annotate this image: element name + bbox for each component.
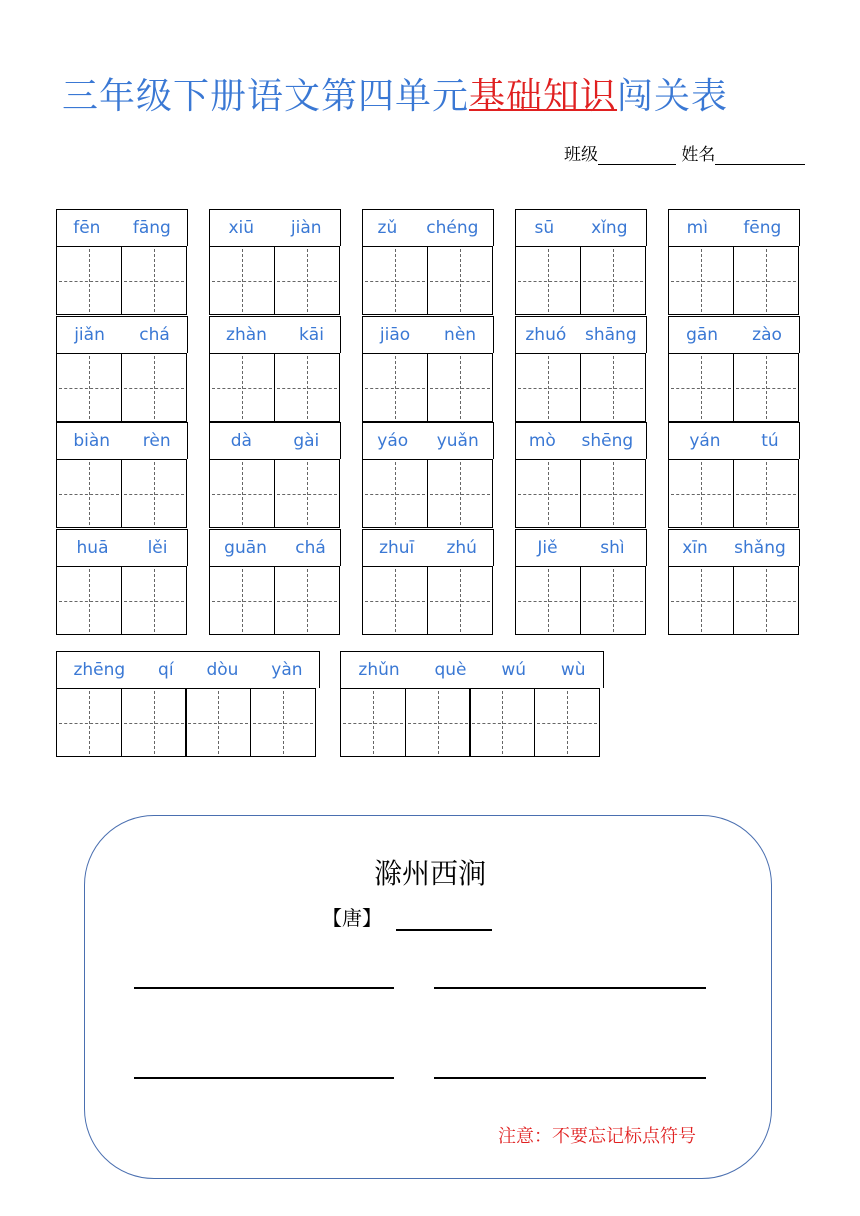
pinyin-syllable: jiàn bbox=[290, 218, 322, 238]
pinyin-row-word-2 bbox=[362, 209, 494, 246]
pinyin-row-word-3 bbox=[515, 209, 647, 246]
writing-cell[interactable] bbox=[733, 246, 799, 315]
pinyin-row-word-9 bbox=[668, 316, 800, 353]
writing-cell[interactable] bbox=[340, 688, 406, 757]
poem-author bbox=[322, 902, 492, 931]
pinyin-syllable: xiū bbox=[228, 218, 254, 238]
writing-cell[interactable] bbox=[250, 688, 316, 757]
name-label: 姓名 bbox=[681, 145, 716, 165]
writing-cells-word-8 bbox=[515, 353, 644, 422]
writing-cell[interactable] bbox=[121, 566, 187, 635]
writing-cells-word-18 bbox=[515, 566, 644, 635]
poem-line-1[interactable] bbox=[134, 987, 394, 989]
writing-cells-word-19 bbox=[668, 566, 797, 635]
writing-cell[interactable] bbox=[121, 353, 187, 422]
writing-cells-word-9 bbox=[668, 353, 797, 422]
pinyin-row-word-6 bbox=[209, 316, 341, 353]
pinyin-row-word-15 bbox=[56, 529, 188, 566]
writing-cell[interactable] bbox=[209, 353, 275, 422]
pinyin-syllable: zhàn bbox=[226, 325, 267, 345]
writing-cells-word-11 bbox=[209, 459, 338, 528]
pinyin-syllable: zhuó bbox=[525, 325, 567, 345]
writing-cells-idiom-0 bbox=[56, 688, 314, 757]
pinyin-syllable: kāi bbox=[298, 325, 324, 345]
writing-cell[interactable] bbox=[427, 566, 493, 635]
writing-cell[interactable] bbox=[121, 688, 187, 757]
pinyin-syllable: mò bbox=[528, 431, 556, 451]
writing-cell[interactable] bbox=[209, 459, 275, 528]
pinyin-syllable: biàn bbox=[73, 431, 111, 451]
writing-cells-word-16 bbox=[209, 566, 338, 635]
pinyin-syllable: rèn bbox=[142, 431, 171, 451]
pinyin-syllable: xīn bbox=[682, 538, 708, 558]
name-blank[interactable] bbox=[715, 164, 805, 165]
pinyin-syllable: jiāo bbox=[379, 325, 411, 345]
writing-cell[interactable] bbox=[515, 246, 581, 315]
writing-cell[interactable] bbox=[274, 459, 340, 528]
writing-cells-word-5 bbox=[56, 353, 185, 422]
pinyin-syllable: zhuī bbox=[379, 538, 415, 558]
writing-cell[interactable] bbox=[668, 353, 734, 422]
pinyin-row-word-19 bbox=[668, 529, 800, 566]
pinyin-syllable: yáo bbox=[377, 431, 409, 451]
pinyin-row-idiom-0 bbox=[56, 651, 320, 688]
pinyin-syllable: fāng bbox=[132, 218, 171, 238]
writing-cell[interactable] bbox=[274, 566, 340, 635]
pinyin-syllable: huā bbox=[76, 538, 109, 558]
writing-cells-word-17 bbox=[362, 566, 491, 635]
writing-cell[interactable] bbox=[427, 459, 493, 528]
title-highlight: 基础知识 bbox=[469, 76, 618, 117]
pinyin-syllable: dà bbox=[230, 431, 252, 451]
pinyin-syllable: wú bbox=[501, 660, 527, 680]
poem-line-3[interactable] bbox=[134, 1077, 394, 1079]
pinyin-syllable: què bbox=[434, 660, 467, 680]
pinyin-syllable: shì bbox=[600, 538, 625, 558]
pinyin-syllable: tú bbox=[761, 431, 779, 451]
pinyin-row-word-13 bbox=[515, 422, 647, 459]
writing-cell[interactable] bbox=[580, 353, 646, 422]
writing-cell[interactable] bbox=[56, 246, 122, 315]
pinyin-row-idiom-1 bbox=[340, 651, 604, 688]
writing-cell[interactable] bbox=[121, 459, 187, 528]
poem-line-2[interactable] bbox=[434, 987, 706, 989]
pinyin-row-word-10 bbox=[56, 422, 188, 459]
pinyin-syllable: lěi bbox=[147, 538, 168, 558]
pinyin-syllable: yán bbox=[689, 431, 721, 451]
pinyin-row-word-7 bbox=[362, 316, 494, 353]
writing-cell[interactable] bbox=[515, 353, 581, 422]
writing-cell[interactable] bbox=[534, 688, 600, 757]
writing-cell[interactable] bbox=[56, 353, 122, 422]
writing-cells-idiom-1 bbox=[340, 688, 598, 757]
writing-cell[interactable] bbox=[121, 246, 187, 315]
pinyin-syllable: chá bbox=[295, 538, 326, 558]
writing-cell[interactable] bbox=[405, 688, 471, 757]
pinyin-syllable: sū bbox=[534, 218, 555, 238]
writing-cells-word-6 bbox=[209, 353, 338, 422]
writing-cell[interactable] bbox=[56, 459, 122, 528]
pinyin-row-word-1 bbox=[209, 209, 341, 246]
pinyin-syllable: fēn bbox=[73, 218, 101, 238]
pinyin-syllable: mì bbox=[686, 218, 708, 238]
poem-line-4[interactable] bbox=[434, 1077, 706, 1079]
page-title: 三年级下册语文第四单元基础知识闯关表 bbox=[62, 76, 729, 117]
writing-cell[interactable] bbox=[580, 459, 646, 528]
pinyin-syllable: shēng bbox=[581, 431, 634, 451]
pinyin-row-word-12 bbox=[362, 422, 494, 459]
pinyin-syllable: Jiě bbox=[537, 538, 558, 558]
writing-cells-word-1 bbox=[209, 246, 338, 315]
writing-cells-word-7 bbox=[362, 353, 491, 422]
pinyin-syllable: dòu bbox=[206, 660, 239, 680]
pinyin-row-word-8 bbox=[515, 316, 647, 353]
pinyin-syllable: chéng bbox=[426, 218, 479, 238]
pinyin-syllable: wù bbox=[560, 660, 586, 680]
writing-cell[interactable] bbox=[274, 353, 340, 422]
pinyin-row-word-17 bbox=[362, 529, 494, 566]
pinyin-row-word-0 bbox=[56, 209, 188, 246]
writing-cell[interactable] bbox=[733, 566, 799, 635]
writing-cells-word-0 bbox=[56, 246, 185, 315]
writing-cell[interactable] bbox=[668, 566, 734, 635]
class-blank[interactable] bbox=[598, 164, 676, 165]
pinyin-syllable: zhēng bbox=[73, 660, 126, 680]
pinyin-syllable: yàn bbox=[271, 660, 303, 680]
writing-cells-word-2 bbox=[362, 246, 491, 315]
writing-cell[interactable] bbox=[580, 566, 646, 635]
pinyin-row-word-11 bbox=[209, 422, 341, 459]
writing-cells-word-4 bbox=[668, 246, 797, 315]
writing-cell[interactable] bbox=[515, 566, 581, 635]
author-blank[interactable] bbox=[396, 929, 492, 931]
writing-cell[interactable] bbox=[515, 459, 581, 528]
writing-cell[interactable] bbox=[362, 566, 428, 635]
writing-cell[interactable] bbox=[209, 566, 275, 635]
pinyin-syllable: jiǎn bbox=[74, 325, 105, 345]
writing-cells-word-3 bbox=[515, 246, 644, 315]
pinyin-syllable: zhǔn bbox=[358, 660, 400, 680]
writing-cell[interactable] bbox=[427, 246, 493, 315]
pinyin-syllable: gān bbox=[686, 325, 719, 345]
writing-cell[interactable] bbox=[668, 459, 734, 528]
writing-cell[interactable] bbox=[580, 246, 646, 315]
writing-cell[interactable] bbox=[274, 246, 340, 315]
pinyin-syllable: nèn bbox=[444, 325, 477, 345]
pinyin-row-word-14 bbox=[668, 422, 800, 459]
writing-cells-word-14 bbox=[668, 459, 797, 528]
writing-cell[interactable] bbox=[733, 459, 799, 528]
pinyin-syllable: fēng bbox=[743, 218, 782, 238]
punctuation-note: 注意：不要忘记标点符号 bbox=[498, 1126, 696, 1147]
writing-cell[interactable] bbox=[209, 246, 275, 315]
dynasty-label: 【唐】 bbox=[322, 906, 382, 930]
writing-cells-word-10 bbox=[56, 459, 185, 528]
pinyin-syllable: zǔ bbox=[377, 218, 398, 238]
pinyin-syllable: guān bbox=[224, 538, 267, 558]
writing-cell[interactable] bbox=[185, 688, 251, 757]
pinyin-row-word-18 bbox=[515, 529, 647, 566]
writing-cell[interactable] bbox=[362, 353, 428, 422]
writing-cell[interactable] bbox=[362, 246, 428, 315]
writing-cell[interactable] bbox=[733, 353, 799, 422]
writing-cell[interactable] bbox=[362, 459, 428, 528]
pinyin-syllable: zhú bbox=[446, 538, 477, 558]
pinyin-syllable: shāng bbox=[585, 325, 637, 345]
pinyin-row-word-5 bbox=[56, 316, 188, 353]
class-label: 班级 bbox=[564, 145, 598, 165]
writing-cell[interactable] bbox=[56, 566, 122, 635]
writing-cells-word-15 bbox=[56, 566, 185, 635]
writing-cell[interactable] bbox=[427, 353, 493, 422]
pinyin-syllable: yuǎn bbox=[436, 431, 479, 451]
pinyin-row-word-4 bbox=[668, 209, 800, 246]
pinyin-syllable: shǎng bbox=[734, 538, 786, 558]
pinyin-syllable: xǐng bbox=[591, 218, 628, 238]
writing-cell[interactable] bbox=[668, 246, 734, 315]
writing-cell[interactable] bbox=[56, 688, 122, 757]
writing-cell[interactable] bbox=[469, 688, 535, 757]
writing-cells-word-12 bbox=[362, 459, 491, 528]
pinyin-syllable: chá bbox=[139, 325, 170, 345]
writing-cells-word-13 bbox=[515, 459, 644, 528]
student-info bbox=[564, 140, 805, 165]
pinyin-syllable: qí bbox=[158, 660, 174, 680]
pinyin-row-word-16 bbox=[209, 529, 341, 566]
poem-title: 滁州西涧 bbox=[373, 857, 486, 890]
pinyin-syllable: zào bbox=[752, 325, 782, 345]
pinyin-syllable: gài bbox=[293, 431, 320, 451]
